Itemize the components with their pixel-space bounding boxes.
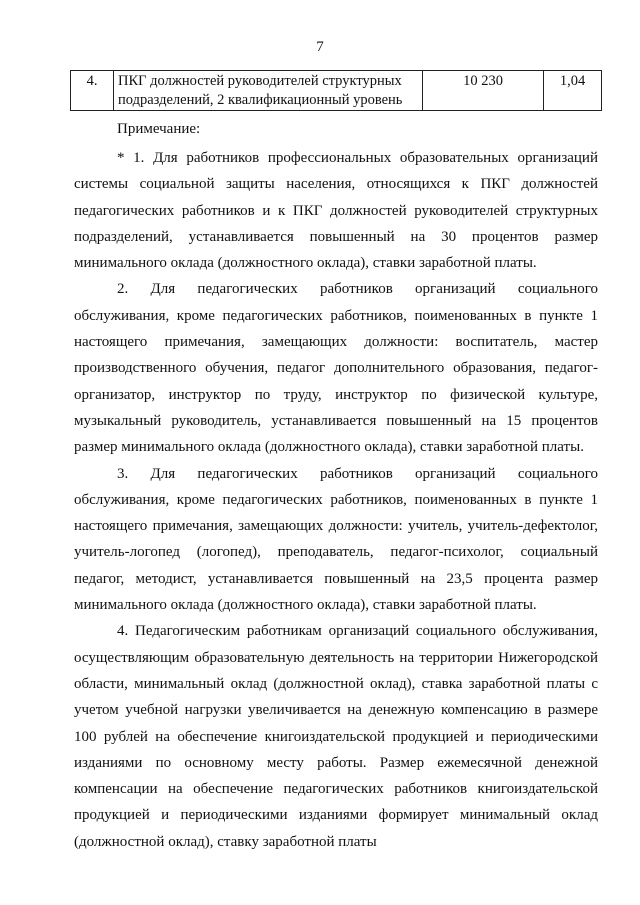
salary-cell: 10 230 <box>423 71 544 111</box>
note-paragraph-3: 3. Для педагогических работников организаций социального обслуживания, кроме педагогических работников, поименованных в пункте 1 настоящего примечания, замещающих должности: учитель, учитель-дефектолог, учитель-логопед (логопед), преподаватель, педагог-психолог, социальный педагог, методист, устанавливается повышенный на 23,5 процента размер минимального оклада (должностного оклада), ставки заработной платы. <box>74 465 598 614</box>
position-group-cell: ПКГ должностей руководителей структурных подразделений, 2 квалификационный уровень <box>114 71 423 111</box>
row-number-cell: 4. <box>71 71 114 111</box>
note-paragraph-4: 4. Педагогическим работникам организаций социального обслуживания, осуществляющим образовательную деятельность на территории Нижегородской области, минимальный оклад (должностной оклад), ставка заработной платы с учетом учебной нагрузки увеличивается на денежную компенсацию в размере 100 рублей на обеспечение книгоиздательской продукцией и периодическими изданиями по основному месту работы. Размер ежемесячной денежной компенсации на обеспечение педагогических работников книгоиздательской продукцией и периодическими изданиями формирует минимальный оклад (должностной оклад), ставку заработной платы <box>74 623 598 850</box>
page-number: 7 <box>316 39 324 55</box>
note-paragraph-2: 2. Для педагогических работников организаций социального обслуживания, кроме педагогических работников, поименованных в пункте 1 настоящего примечания, замещающих должности: воспитатель, мастер производственного обучения, педагог дополнительного образования, педагог-организатор, инструктор по труду, инструктор по физической культуре, музыкальный руководитель, устанавливается повышенный на 15 процентов размер минимального оклада (должностного оклада), ставки заработной платы. <box>74 281 598 456</box>
note-paragraph-1: * 1. Для работников профессиональных образовательных организаций системы социальной защиты населения, относящихся к ПКГ должностей педагогических работников и к ПКГ должностей руководителей структурных подразделений, устанавливается повышенный на 30 процентов размер минимального оклада (должностного оклада), ставки заработной платы. <box>74 150 598 272</box>
notes-body <box>74 145 598 855</box>
table-row <box>71 71 602 111</box>
coefficient-cell: 1,04 <box>544 71 602 111</box>
note-title: Примечание: <box>117 121 201 137</box>
salary-table <box>70 70 602 111</box>
